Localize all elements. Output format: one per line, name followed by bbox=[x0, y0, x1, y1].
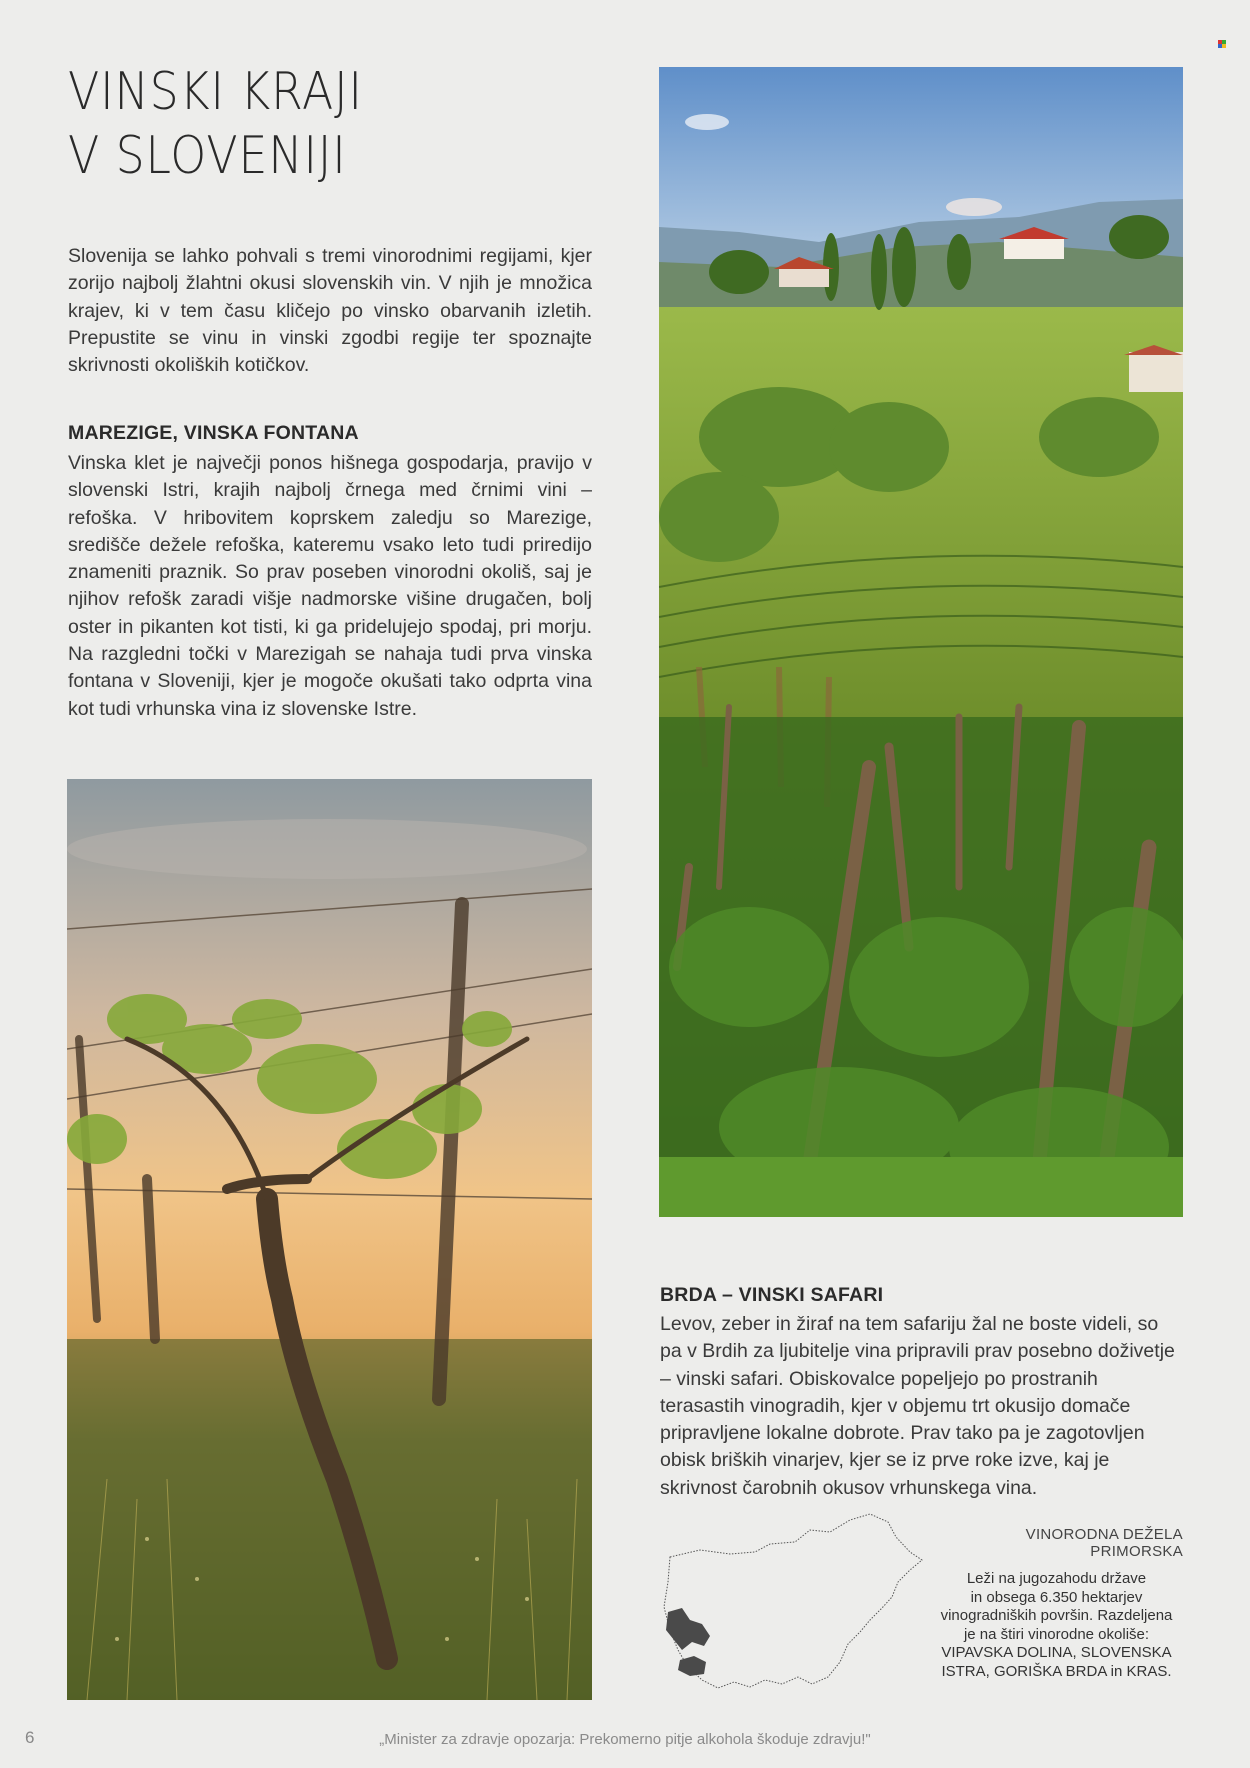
region-desc-line: VIPAVSKA DOLINA, SLOVENSKA bbox=[941, 1644, 1172, 1661]
region-desc-line: Leži na jugozahodu države bbox=[966, 1570, 1147, 1587]
section-body-brda: Levov, zeber in žiraf na tem safariju žal ne boste videli, so pa v Brdih za ljubitelje vina pripravili prav posebno doživetje – vinski safari. Obiskovalce popeljejo po prostranih terasastih vinogradih, kjer v objemu trt okusijo domače pripravljene lokalne dobrote. Prav tako pa je zagotovljen obisk briških vinarjev, kjer se iz prve roke izve, kaj je skrivnost čarobnih okusov vrhunskega vina. bbox=[660, 1313, 1175, 1499]
grapevine-sunset-photo bbox=[67, 779, 592, 1700]
vineyard-hills-photo bbox=[659, 67, 1183, 1217]
page-title-line-1: VINSKI KRAJI bbox=[68, 62, 363, 122]
page-title bbox=[68, 60, 526, 188]
corner-color-mark bbox=[1218, 34, 1227, 43]
section-body-marezige: Vinska klet je največji ponos hišnega gospodarja, pravijo v slovenski Istri, krajih najbolj črnega med črnimi vini – refoška. V hribovitem koprskem zaledju so Marezige, središče dežele refoška, kateremu vsako leto tudi priredijo znameniti praznik. So prav poseben vinorodni okoliš, saj je njihov refošk zaradi višje nadmorske višine drugačen, bolj oster in pikanten kot tisti, ki ga pridelujejo spodaj, pri morju. Na razgledni točki v Marezigah se nahaja tudi prva vinska fontana v Sloveniji, kjer je mogoče okušati tako odprta vina kot tudi vrhunska vina iz slovenske Istre. bbox=[68, 452, 592, 720]
intro-paragraph: Slovenija se lahko pohvali s tremi vinorodnimi regijami, kjer zorijo najbolj žlahtni okusi slovenskih vin. V njih je množica krajev, ki v tem času kličejo po vinsko obarvanih izletih. Prepustite se vinu in vinski zgodbi regije ter spoznajte skrivnosti okoliških kotičkov. bbox=[68, 245, 592, 377]
section-heading-brda: BRDA – VINSKI SAFARI bbox=[660, 1284, 884, 1306]
region-desc-line: vinogradniških površin. Razdeljena bbox=[940, 1607, 1173, 1624]
health-warning: „Minister za zdravje opozarja: Prekomerno pitje alkohola škoduje zdravju!" bbox=[379, 1731, 871, 1748]
section-heading-marezige: MAREZIGE, VINSKA FONTANA bbox=[68, 422, 359, 444]
page-number: 6 bbox=[25, 1728, 35, 1747]
slovenia-map bbox=[660, 1512, 926, 1692]
region-description bbox=[930, 1570, 1183, 1681]
region-desc-line: je na štiri vinorodne okoliše: bbox=[963, 1625, 1150, 1643]
region-desc-line: in obsega 6.350 hektarjev bbox=[970, 1588, 1143, 1606]
region-desc-line: ISTRA, GORIŠKA BRDA in KRAS. bbox=[941, 1662, 1172, 1680]
region-title: VINORODNA DEŽELA PRIMORSKA bbox=[1025, 1526, 1183, 1560]
page-title-line-2: V SLOVENIJI bbox=[68, 126, 347, 186]
